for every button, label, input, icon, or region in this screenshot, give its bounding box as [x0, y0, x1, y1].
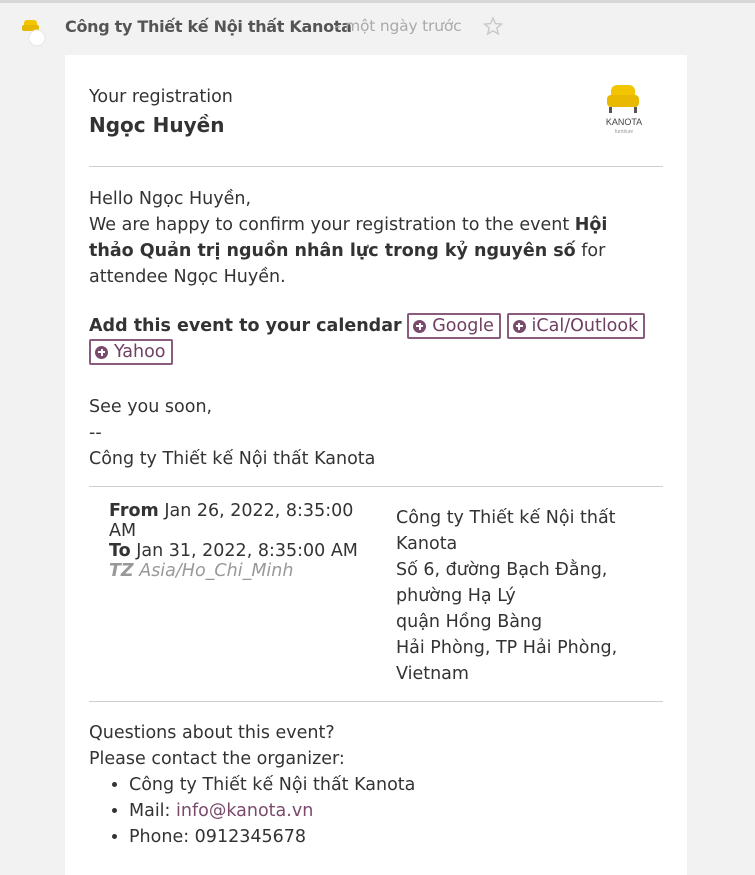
calendar-title: Add this event to your calendar: [89, 316, 402, 336]
signature-separator: --: [89, 423, 102, 443]
signoff: [89, 394, 375, 472]
google-label: Google: [432, 316, 494, 336]
from-value: Jan 26, 2022, 8:35:00 AM: [109, 501, 354, 541]
to-label: To: [109, 541, 131, 561]
plus-icon: [413, 320, 426, 333]
confirmation-text: [89, 212, 649, 290]
to-value: Jan 31, 2022, 8:35:00 AM: [136, 541, 358, 561]
list-item: [129, 824, 649, 850]
from-row: [109, 501, 369, 541]
list-item: [129, 798, 649, 824]
add-yahoo-calendar-button[interactable]: [89, 339, 173, 365]
star-icon[interactable]: [483, 16, 503, 36]
event-name: Hội thảo Quản trị nguồn nhân lực trong kỷ nguyên số: [89, 215, 608, 261]
event-location: [396, 505, 656, 687]
registration-label: Your registration: [89, 87, 233, 107]
confirmation-mid: for: [575, 241, 606, 261]
contact-question: Questions about this event?: [89, 723, 335, 743]
plus-icon: [513, 320, 526, 333]
registrant-name: Ngọc Huyền: [89, 113, 225, 137]
signoff-line: See you soon,: [89, 397, 213, 417]
timezone-row: [109, 561, 369, 581]
sender-name[interactable]: Công ty Thiết kế Nội thất Kanota: [65, 17, 352, 36]
email-header: [0, 3, 755, 53]
add-google-calendar-button[interactable]: [407, 313, 501, 339]
confirmation-suffix: attendee Ngọc Huyền.: [89, 267, 286, 287]
event-schedule: [109, 501, 369, 581]
mail-link[interactable]: info@kanota.vn: [176, 801, 314, 821]
contact-instruction: Please contact the organizer:: [89, 749, 345, 769]
kanota-logo: [601, 81, 647, 137]
location-line: Số 6, đường Bạch Đằng, phường Hạ Lý: [396, 560, 608, 606]
organizer-name: Công ty Thiết kế Nội thất Kanota: [129, 775, 416, 795]
greeting: Hello Ngọc Huyền,: [89, 189, 252, 209]
divider: [89, 486, 663, 487]
message-body: [89, 186, 649, 290]
email-card: [65, 55, 687, 875]
calendar-section: [89, 313, 669, 365]
plus-icon: [95, 346, 108, 359]
svg-text:furniture: furniture: [614, 129, 634, 135]
svg-text:KANOTA: KANOTA: [605, 117, 643, 127]
ical-outlook-label: iCal/Outlook: [531, 316, 639, 336]
contact-section: [89, 720, 649, 850]
yahoo-label: Yahoo: [114, 342, 166, 362]
received-time: - một ngày trước: [335, 17, 462, 35]
chair-avatar-icon: [20, 17, 46, 49]
from-label: From: [109, 501, 159, 521]
phone-value: 0912345678: [194, 827, 307, 847]
confirmation-prefix: We are happy to confirm your registration to the event: [89, 215, 575, 235]
signature-name: Công ty Thiết kế Nội thất Kanota: [89, 449, 376, 469]
phone-label: Phone:: [129, 827, 195, 847]
divider: [89, 166, 663, 167]
timezone-value: Asia/Ho_Chi_Minh: [139, 561, 294, 581]
location-line: Hải Phòng, TP Hải Phòng, Vietnam: [396, 638, 618, 684]
mail-label: Mail:: [129, 801, 177, 821]
add-ical-outlook-button[interactable]: [507, 313, 646, 339]
timezone-label: TZ: [109, 561, 134, 581]
location-line: Công ty Thiết kế Nội thất Kanota: [396, 508, 616, 554]
sender-avatar[interactable]: [20, 17, 46, 49]
to-row: [109, 541, 369, 561]
list-item: [129, 772, 649, 798]
contact-list: [89, 772, 649, 850]
divider: [89, 701, 663, 702]
location-line: quận Hồng Bàng: [396, 612, 543, 632]
